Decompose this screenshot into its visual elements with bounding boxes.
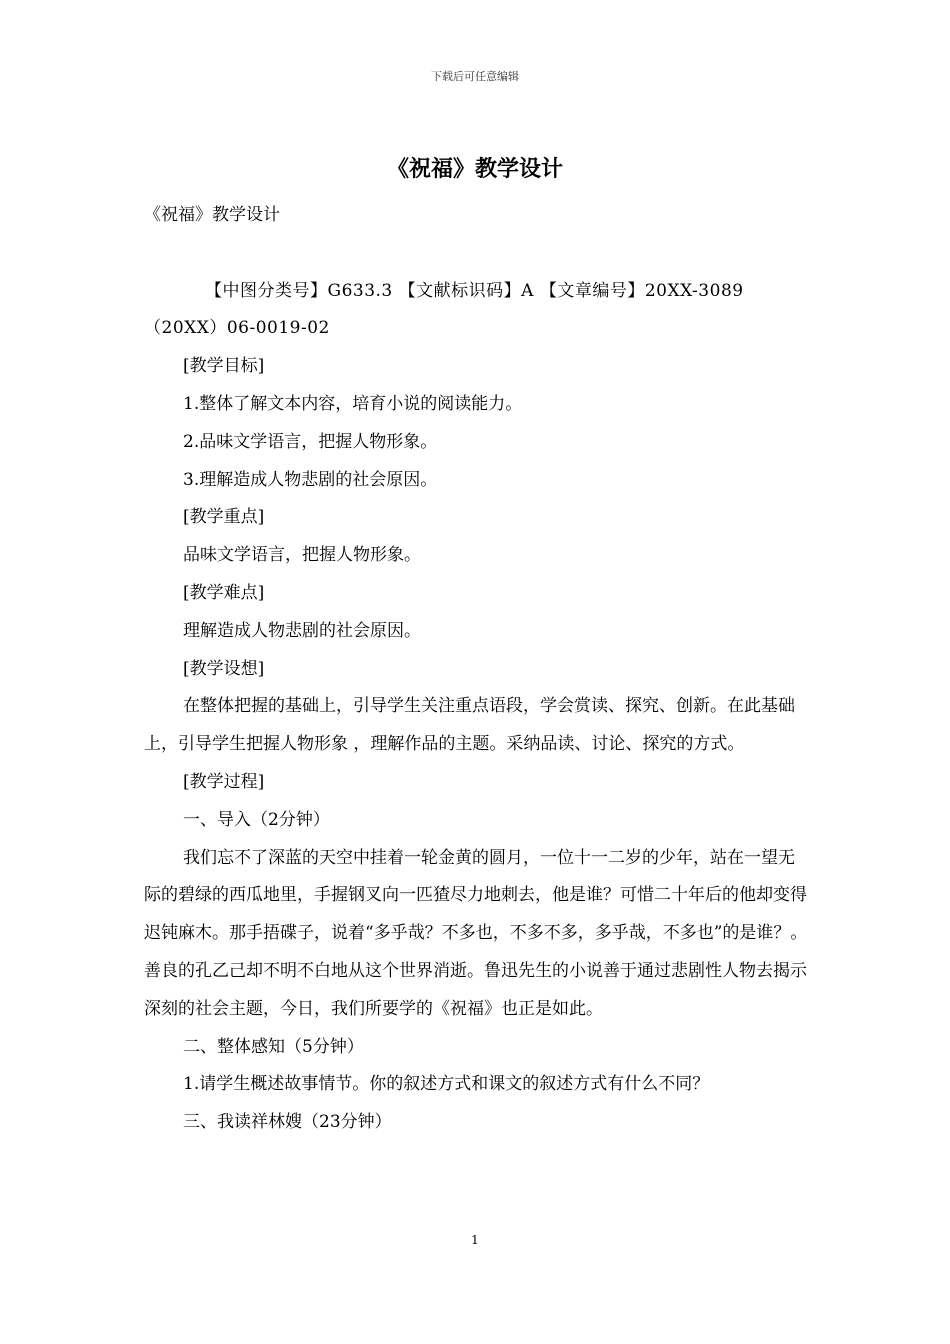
section-title: 三、我读祥林嫂（23分钟） (183, 1112, 392, 1133)
difficulties-text: 理解造成人物悲剧的社会原因。 (183, 620, 421, 641)
subtitle: 《祝福》教学设计 (144, 205, 280, 225)
section-item: 1.请学生概述故事情节。你的叙述方式和课文的叙述方式有什么不同？ (183, 1074, 710, 1095)
publication-meta: 【中图分类号】G633.3 【文献标识码】A 【文章编号】20XX-3089（20XX）06-0019-02 (144, 280, 744, 339)
process-heading: [教学过程] (183, 771, 265, 792)
concept-heading: [教学设想] (183, 658, 265, 679)
objective-item: 2.品味文学语言，把握人物形象。 (183, 431, 438, 452)
difficulties-heading: [教学难点] (183, 582, 265, 603)
section-title: 一、导入（2分钟） (183, 809, 330, 830)
objectives-heading: [教学目标] (183, 356, 265, 377)
concept-text: 在整体把握的基础上，引导学生关注重点语段，学会赏读、探究、创新。在此基础上，引导学生把握人物形象 ，理解作品的主题。采纳品读、讨论、探究的方式。 (144, 696, 795, 755)
section-paragraph: 我们忘不了深蓝的天空中挂着一轮金黄的圆月，一位十一二岁的少年，站在一望无际的碧绿的西瓜地里，手握钢叉向一匹猹尽力地刺去，他是谁？可惜二十年后的他却变得迟钝麻木。那手捂碟子，说着“多乎哉？不多也，不多不多，多乎哉，不多也”的是谁？。善良的孔乙己却不明不白地从这个世界消逝。鲁迅先生的小说善于通过悲剧性人物去揭示深刻的社会主题，今日，我们所要学的《祝福》也正是如此。 (144, 847, 808, 1019)
key-points-heading: [教学重点] (183, 507, 265, 528)
header-note: 下载后可任意编辑 (431, 70, 519, 83)
objective-item: 3.理解造成人物悲剧的社会原因。 (183, 469, 438, 490)
section-title: 二、整体感知（5分钟） (183, 1036, 364, 1057)
document-body (144, 197, 808, 1142)
key-points-text: 品味文学语言，把握人物形象。 (183, 545, 421, 566)
objective-item: 1.整体了解文本内容，培育小说的阅读能力。 (183, 393, 523, 414)
document-title: 《祝福》教学设计 (386, 157, 563, 182)
page-number: 1 (471, 1233, 479, 1247)
